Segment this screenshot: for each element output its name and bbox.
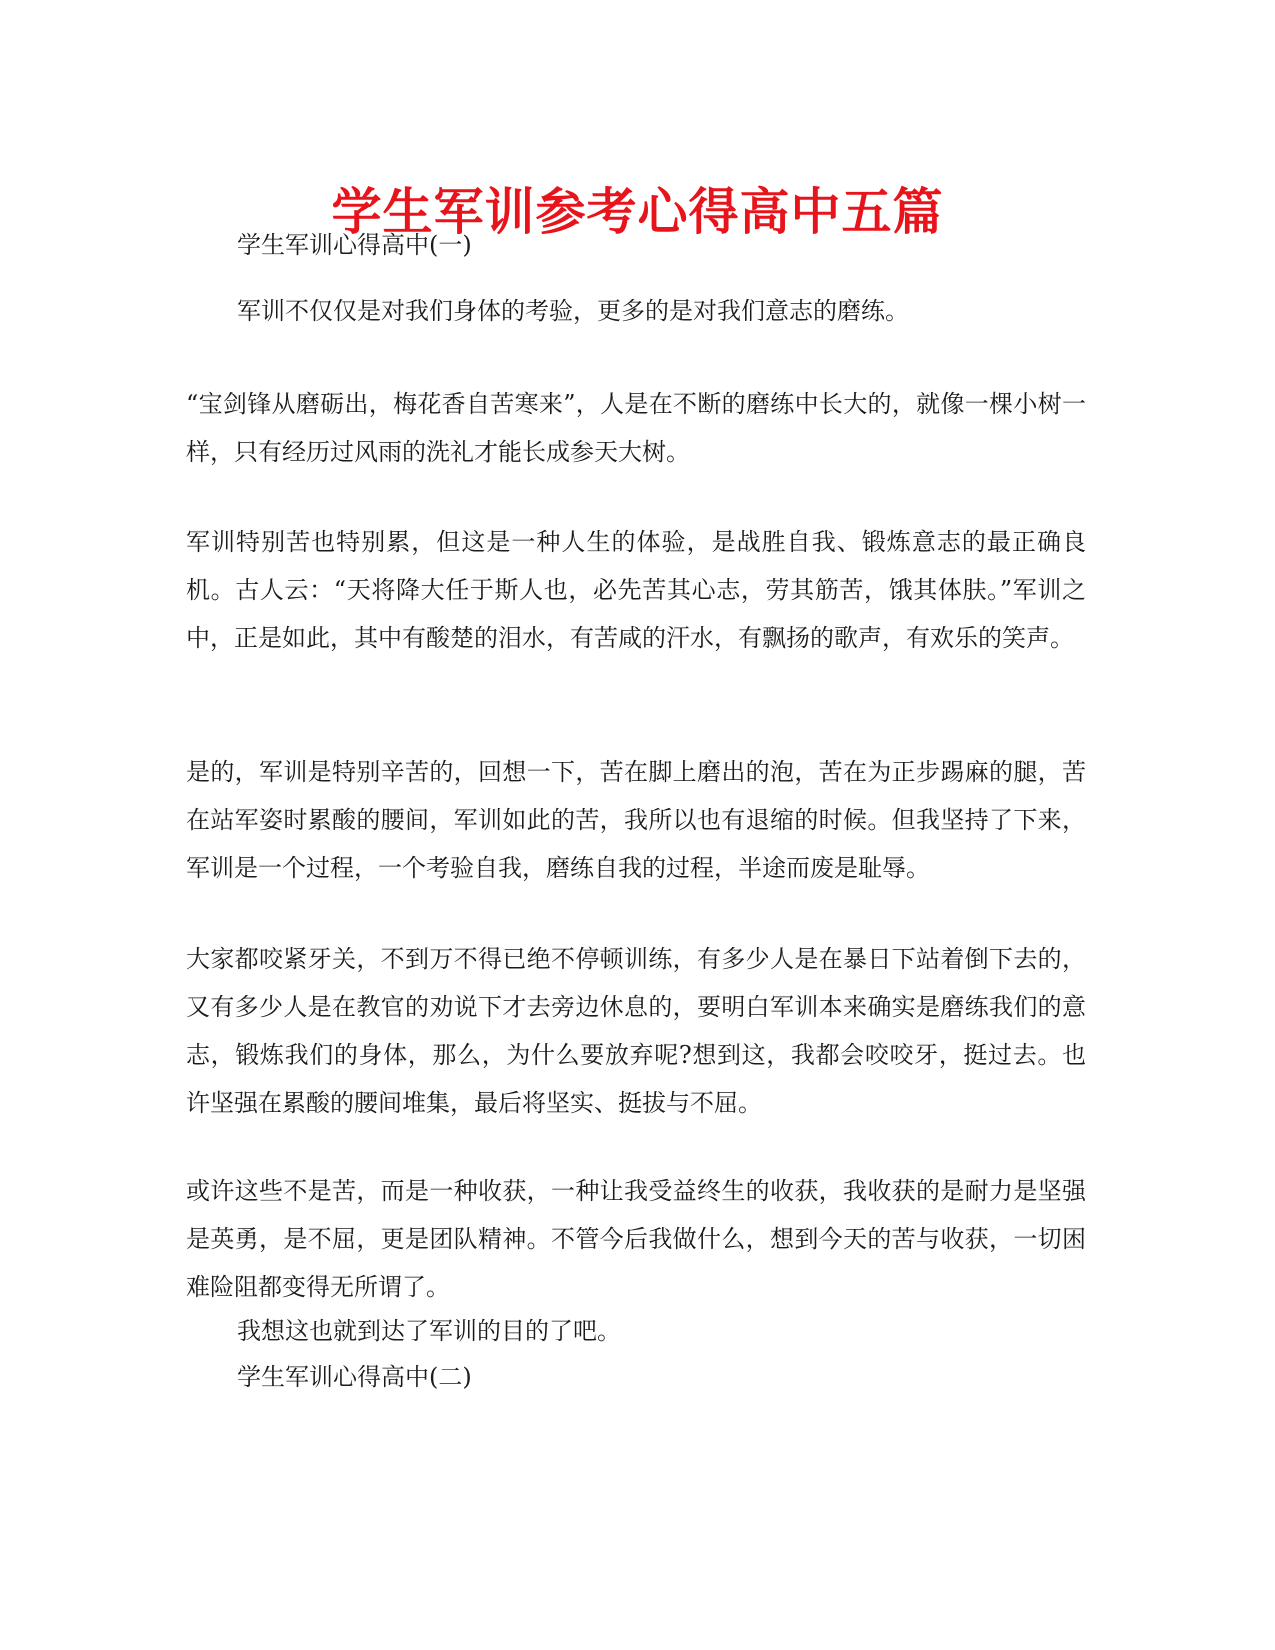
- paragraph-quote: “宝剑锋从磨砺出，梅花香自苦寒来”，人是在不断的磨练中长大的，就像一棵小树一样，只有经历过风雨的洗礼才能长成参天大树。: [186, 390, 1086, 466]
- paragraph-harvest: 或许这些不是苦，而是一种收获，一种让我受益终生的收获，我收获的是耐力是坚强是英勇，是不屈，更是团队精神。不管今后我做什么，想到今天的苦与收获，一切困难险阻都变得无所谓了。: [186, 1177, 1086, 1301]
- paragraph-conclusion: 我想这也就到达了军训的目的了吧。: [237, 1317, 621, 1345]
- paragraph-intro: 军训不仅仅是对我们身体的考验，更多的是对我们意志的磨练。: [237, 297, 909, 325]
- paragraph-hardship: 是的，军训是特别辛苦的，回想一下，苦在脚上磨出的泡，苦在为正步踢麻的腿，苦在站军姿时累酸的腰间，军训如此的苦，我所以也有退缩的时候。但我坚持了下来，军训是一个过程，一个考验自我，磨练自我的过程，半途而废是耻辱。: [186, 758, 1086, 882]
- section-heading-1: 学生军训心得高中(一): [237, 231, 472, 259]
- paragraph-experience: 军训特别苦也特别累，但这是一种人生的体验，是战胜自我、锻炼意志的最正确良机。古人云：“天将降大任于斯人也，必先苦其心志，劳其筋苦，饿其体肤。”军训之中，正是如此，其中有酸楚的泪水，有苦咸的汗水，有飘扬的歌声，有欢乐的笑声。: [186, 528, 1086, 652]
- section-heading-2: 学生军训心得高中(二): [237, 1363, 472, 1391]
- paragraph-persistence: 大家都咬紧牙关，不到万不得已绝不停顿训练，有多少人是在暴日下站着倒下去的，又有多少人是在教官的劝说下才去旁边休息的，要明白军训本来确实是磨练我们的意志，锻炼我们的身体，那么，为什么要放弃呢?想到这，我都会咬咬牙，挺过去。也许坚强在累酸的腰间堆集，最后将坚实、挺拔与不屈。: [186, 945, 1086, 1117]
- document-title: 学生军训参考心得高中五篇: [331, 183, 944, 241]
